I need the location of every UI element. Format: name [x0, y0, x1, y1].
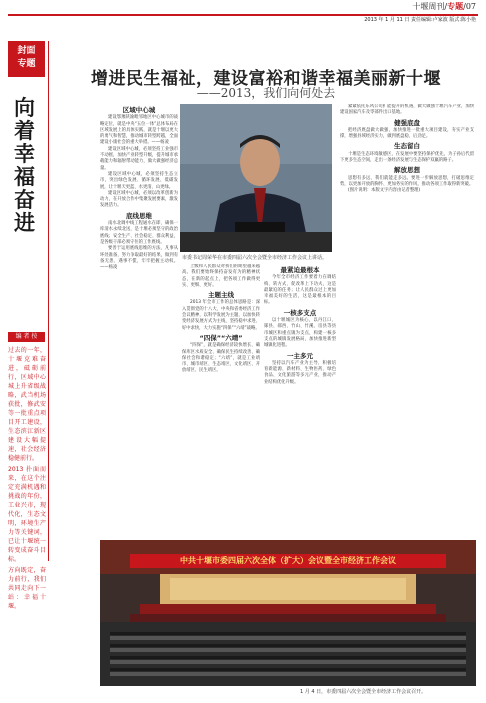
editor-note-label: 编 者 按 — [8, 332, 45, 342]
section-heading: 一主多元 — [287, 351, 313, 360]
paragraph: 今年全市经济工作要着力在调结构、转方式、促改革上下功夫，这是最紧迫的任务；让人民群众过上更加幸福美好的生活，这是最根本的目标。 — [264, 275, 336, 306]
section-heading: 解放思想 — [394, 166, 420, 175]
paragraph: 2013 年全市工作的总体思路是：深入贯彻党的十八大、中央和省委经济工作会议精神，以科学发展为主题，以加快转变经济发展方式为主线，坚持稳中求进、好中求快，大力实施“四保”“六靖”战略。 — [182, 300, 260, 331]
masthead: 十堰周刊/专题/07 — [412, 1, 476, 11]
section-name: 专题 — [447, 1, 464, 11]
page-number: /07 — [463, 2, 476, 11]
editor-note — [8, 346, 46, 613]
hall-photo-caption: 1 月 4 日，市委四届六次全会暨全市经济工作会议召开。 — [300, 689, 427, 695]
dateline: 2013 年 1 月 11 日 责任编辑:卢家波 版式:陈小艳 — [364, 17, 476, 23]
section-heading: 健强底盘 — [394, 118, 420, 127]
paragraph: 南水北调中线工程通水在即，确保一库清水永续北送，是十堰必须坚守的政治底线；安全生产、社会稳定、群众利益，是各级干部必须守住的工作底线。 — [100, 221, 178, 245]
section-heading: 底线思维 — [126, 211, 152, 220]
paragraph: 思想有多远，我们就能走多远。要进一步解放思想，打破思维定势，以更加开放的胸怀、更加务实的作风，推动各项工作取得新突破。 — [340, 175, 474, 187]
editor-note-paragraph: 2013 扑面而来，在这个注定充满机遇和挑战的年份，工业兴市，现代化，生态文明，环境生产力等关键词，已让十堰统一转变成奋斗目标。 — [8, 466, 46, 563]
paragraph: 建设区域中心城，必须以改革创新为动力，在开放合作中集聚发展要素，激发发展活力。 — [100, 190, 178, 209]
section-heading: 区域中心城 — [122, 106, 156, 114]
speaker-illustration — [180, 104, 332, 252]
editor-note-paragraph: 方向既定，奋力前行，我们共同走向下一站：幸福十堰。 — [8, 567, 46, 610]
vertical-title: 向着幸福奋进 — [14, 95, 35, 235]
photo-caption: 市委书记周荣华在市委四届六次全会暨全市经济工作会议上讲话。 — [182, 255, 328, 261]
conference-banner: 中共十堰市委四届六次全体（扩大）会议暨全市经济工作会议 — [130, 554, 446, 568]
subheadline: ——2013，我们向何处去 — [196, 86, 336, 100]
section-heading: 最紧迫最根本 — [280, 266, 320, 274]
section-heading: 主题主线 — [208, 291, 234, 300]
paragraph: 以十堰城区为核心，以丹江口、郧县、郧西、竹山、竹溪、房县等县市城区和重点镇为支点，构建一核多支点的城镇发展格局，加快推进新型城镇化进程。 — [264, 318, 336, 349]
article-column-2 — [182, 264, 260, 538]
paragraph: 坚持以汽车产业为主导，积极培育新能源、新材料、生物医药、绿色食品、文化旅游等多元产业，推动产业结构优化升级。 — [264, 360, 336, 385]
paragraph: 十堰是生态环境敏感区，在发展中要坚持保护优先，为子孙后代留下更多生态空间，走出一条经济发展与生态保护双赢的路子。 — [340, 151, 474, 164]
paragraph: 建设鄂豫陕渝毗邻地区中心城市的战略定位，就是中央“五位一体”总体布局在区域发展上的具体实践，就是十堰以更大的勇气和智慧，推动城市转型跨越，全面建设小康社会的重大举措。——杨凌 — [100, 115, 178, 146]
paragraph: 把经济底盘做大做强，加快推进一批重大项目建设，夯实产业支撑，增强县域经济实力，做到底盘稳、后劲足。 — [340, 127, 474, 140]
article-column-4 — [340, 104, 474, 536]
speaker-photo — [180, 104, 332, 252]
conference-photo — [100, 540, 476, 686]
photo-note: (图片说明：本版文字内容由记者整理) — [348, 188, 421, 194]
section-heading: “四保”“六靖” — [199, 333, 243, 342]
headline: 增进民生福祉，建设富裕和谐幸福美丽新十堰 — [91, 69, 441, 89]
article-column-1 — [100, 104, 178, 536]
article-column-3 — [264, 264, 336, 538]
section-heading: 一核多支点 — [283, 308, 317, 317]
paragraph: 建设区域中心城，必须坚持生态立市，突出绿色发展、循环发展、低碳发展，让十堰天更蓝、水更清、山更绿。 — [100, 171, 178, 190]
column-divider — [48, 41, 49, 561]
paragraph: 建设区域中心城，必须坚持工业强市不动摇，加快产业转型升级，提升城市承载能力和辐射带动能力，做大做强经济总量。 — [100, 146, 178, 171]
paragraph: 上级和人民群众对我们的期望越来越高。我们要始终保持奋发有为的精神状态，在新的起点上，把各项工作做得更实、更细、更好。 — [182, 264, 260, 288]
category-tag: 封面 专题 — [8, 41, 45, 77]
paragraph: 紧紧依托东风公司扩能提升的机遇，做大做强十堰汽车产业，加快建设国家汽车及零部件出口基地。 — [340, 104, 474, 116]
paragraph: 要善于运用底线思维的方法，凡事从坏处准备，努力争取最好的结果，做到有备无患、遇事不慌，牢牢把握主动权。——杨凌 — [100, 246, 178, 271]
paragraph: “四保”，就是确保经济较快增长、确保库区水质安全、确保民生持续改善、确保社会和谐稳定；“六靖”，就是工业靖市、城市靖区、生态靖区、文化靖区、开放靖区、民生靖区。 — [182, 343, 260, 374]
section-heading: 生态留白 — [394, 142, 420, 151]
paper-name: 十堰周刊 — [412, 2, 445, 11]
editor-note-paragraph: 过去的一年，十堰克难奋进，砥砺前行，区域中心城上升省级战略，武当机场获批，修武安等一批重点项目开工建设，生态滨江新区建设大幅提速，社会经济稳健前行。 — [8, 347, 46, 462]
